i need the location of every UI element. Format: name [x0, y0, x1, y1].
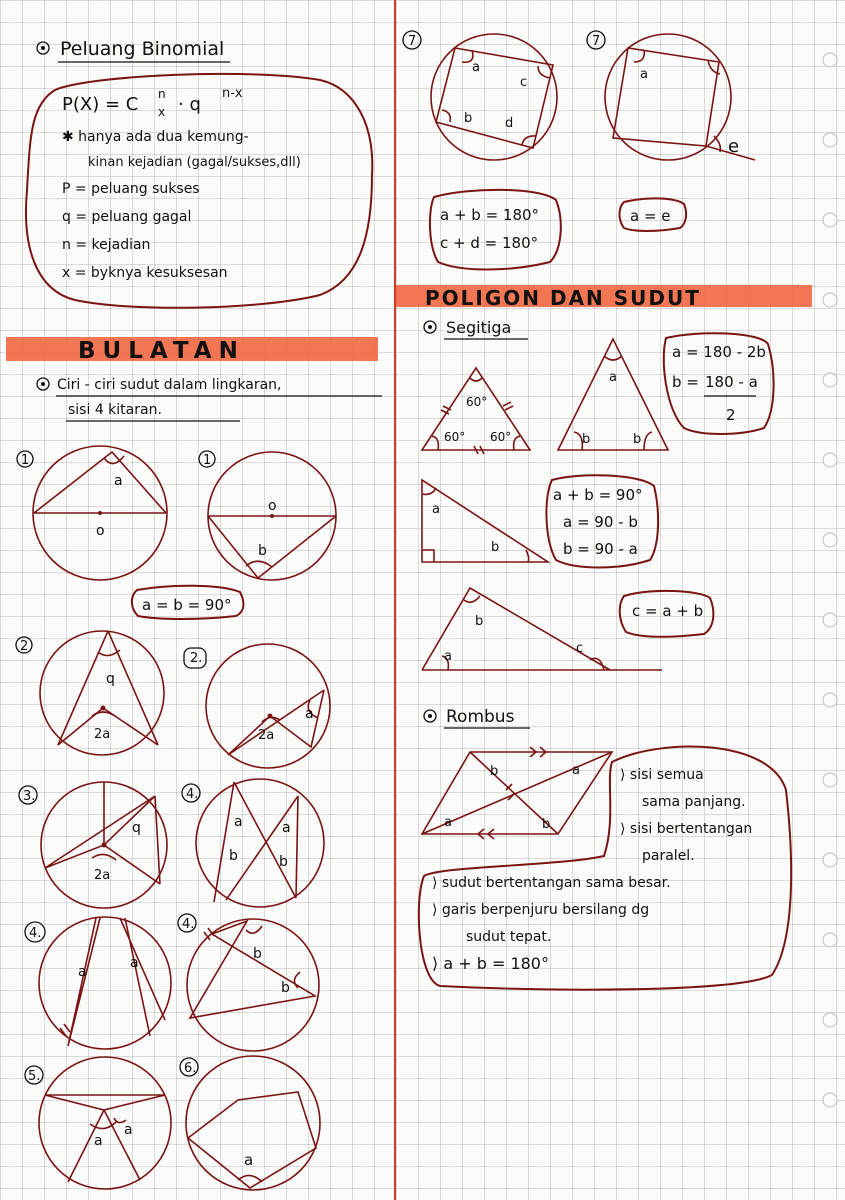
bulatan-bullet-2: sisi 4 kitaran.	[68, 402, 162, 418]
label-a: a	[572, 763, 580, 778]
rombus-p1-1: ⟩ sisi semua	[620, 767, 704, 783]
ext-eq: c = a + b	[632, 602, 704, 620]
binomial-formula: P(X) = C	[62, 94, 139, 115]
binomial-note-2: kinan kejadian (gagal/sukses,dll)	[88, 155, 301, 170]
label-c: c	[520, 75, 528, 90]
label-a: a	[124, 1122, 133, 1138]
poligon-section	[396, 285, 812, 670]
binomial-formula-exp: n-x	[222, 86, 243, 101]
label-2a: 2a	[258, 728, 275, 743]
circle-4a	[39, 917, 171, 1049]
cyclic-eq1: a + b = 180°	[440, 206, 540, 224]
label-b: b	[582, 432, 591, 447]
cyclic-eq2: c + d = 180°	[440, 234, 539, 252]
cyclic-eq-box	[430, 190, 561, 270]
binomial-note-1: ✱ hanya ada dua kemung-	[62, 129, 249, 145]
num-5: 5.	[28, 1069, 41, 1084]
iso-eq1: a = 180 - 2b	[672, 343, 766, 361]
num-4a: 4.	[186, 787, 199, 802]
label-q: q	[106, 671, 115, 687]
rombus-p4-1: ⟩ garis berpenjuru bersilang dg	[432, 902, 650, 918]
label-b: b	[464, 111, 473, 126]
label-2a: 2a	[94, 727, 111, 742]
label-a: a	[114, 473, 123, 489]
angle-60: 60°	[466, 395, 488, 409]
exterior-triangle	[422, 588, 662, 670]
right-eq3: b = 90 - a	[563, 540, 638, 558]
rombus-p3: ⟩ sudut bertentangan sama besar.	[432, 875, 671, 891]
num-7a: 7	[408, 34, 417, 49]
angle-60: 60°	[444, 430, 466, 444]
num-6: 6.	[184, 1061, 197, 1076]
label-b: b	[258, 543, 267, 559]
num-2a: 2	[20, 639, 29, 654]
label-b: b	[281, 980, 290, 996]
iso-eq2-left: b =	[672, 373, 699, 391]
label-a: a	[444, 649, 452, 664]
circle-7a	[431, 34, 557, 160]
label-b: b	[491, 540, 500, 555]
iso-eq2-num: 180 - a	[705, 373, 758, 391]
num-7b: 7	[592, 34, 601, 49]
label-b: b	[475, 614, 484, 629]
rombus-p4-2: sudut tepat.	[466, 929, 552, 945]
label-b: b	[490, 764, 499, 779]
label-o: o	[96, 523, 105, 539]
label-o: o	[268, 498, 277, 514]
right-triangle	[422, 480, 548, 562]
num-1b: 1	[203, 453, 212, 468]
label-a: a	[282, 820, 291, 836]
binomial-def-x: x = byknya kesuksesan	[62, 265, 228, 281]
cyclic-eq3: a = e	[630, 207, 671, 225]
rombus-section	[419, 707, 791, 990]
label-a: a	[432, 502, 440, 517]
label-a: a	[78, 964, 87, 980]
label-d: d	[505, 116, 514, 131]
circle-5	[39, 1057, 171, 1189]
rombus-heading: Rombus	[446, 707, 515, 727]
num-1a: 1	[21, 453, 30, 468]
segitiga-heading: Segitiga	[446, 318, 512, 337]
num-3a: 3.	[23, 789, 36, 804]
poligon-title: POLIGON DAN SUDUT	[425, 286, 701, 310]
label-b: b	[253, 946, 262, 962]
binomial-formula-tail: · q	[178, 94, 201, 115]
label-c: c	[576, 641, 584, 656]
label-b: b	[229, 848, 238, 864]
bulatan-section	[6, 337, 382, 1190]
label-a: a	[244, 1151, 254, 1169]
rombus-p2-1: ⟩ sisi bertentangan	[620, 821, 753, 837]
circle-6	[186, 1056, 320, 1190]
label-a: a	[472, 60, 480, 75]
label-a: a	[609, 370, 617, 385]
binder-holes	[823, 53, 837, 1107]
eq-ab90: a = b = 90°	[142, 596, 232, 614]
num-4b: 4.	[29, 926, 42, 941]
right-eq1: a + b = 90°	[553, 486, 643, 504]
label-a: a	[305, 706, 314, 722]
bulatan-bullet-1: Ciri - ciri sudut dalam lingkaran,	[57, 377, 282, 393]
label-q: q	[132, 820, 141, 836]
binomial-formula-x: x	[158, 105, 166, 119]
circle-3b	[196, 779, 324, 907]
cyclic-section	[403, 31, 755, 270]
rombus-p5: ⟩ a + b = 180°	[432, 954, 549, 973]
num-4c: 4.	[182, 917, 195, 932]
binomial-def-q: q = peluang gagal	[62, 209, 192, 225]
num-2b: 2.	[190, 651, 203, 666]
label-b: b	[542, 817, 551, 832]
rombus-p1-2: sama panjang.	[642, 794, 746, 810]
circle-7b	[605, 34, 731, 160]
circle-4b	[187, 919, 319, 1051]
bulatan-title: BULATAN	[78, 338, 245, 364]
angle-60: 60°	[490, 430, 512, 444]
label-a: a	[234, 814, 243, 830]
binomial-heading: Peluang Binomial	[60, 38, 225, 60]
label-a: a	[640, 67, 648, 82]
binomial-def-p: P = peluang sukses	[62, 181, 200, 197]
label-a: a	[130, 955, 139, 971]
label-b: b	[633, 432, 642, 447]
isosceles-triangle	[558, 339, 668, 450]
label-e: e	[728, 136, 740, 157]
iso-eq2-den: 2	[726, 406, 736, 424]
binomial-section	[26, 38, 372, 308]
binomial-formula-n: n	[158, 87, 166, 101]
label-2a: 2a	[94, 868, 111, 883]
label-a: a	[444, 815, 452, 830]
rombus-p2-2: paralel.	[642, 848, 695, 864]
label-a: a	[94, 1133, 103, 1149]
right-eq2: a = 90 - b	[563, 513, 638, 531]
binomial-def-n: n = kejadian	[62, 237, 151, 253]
label-b: b	[279, 854, 288, 870]
